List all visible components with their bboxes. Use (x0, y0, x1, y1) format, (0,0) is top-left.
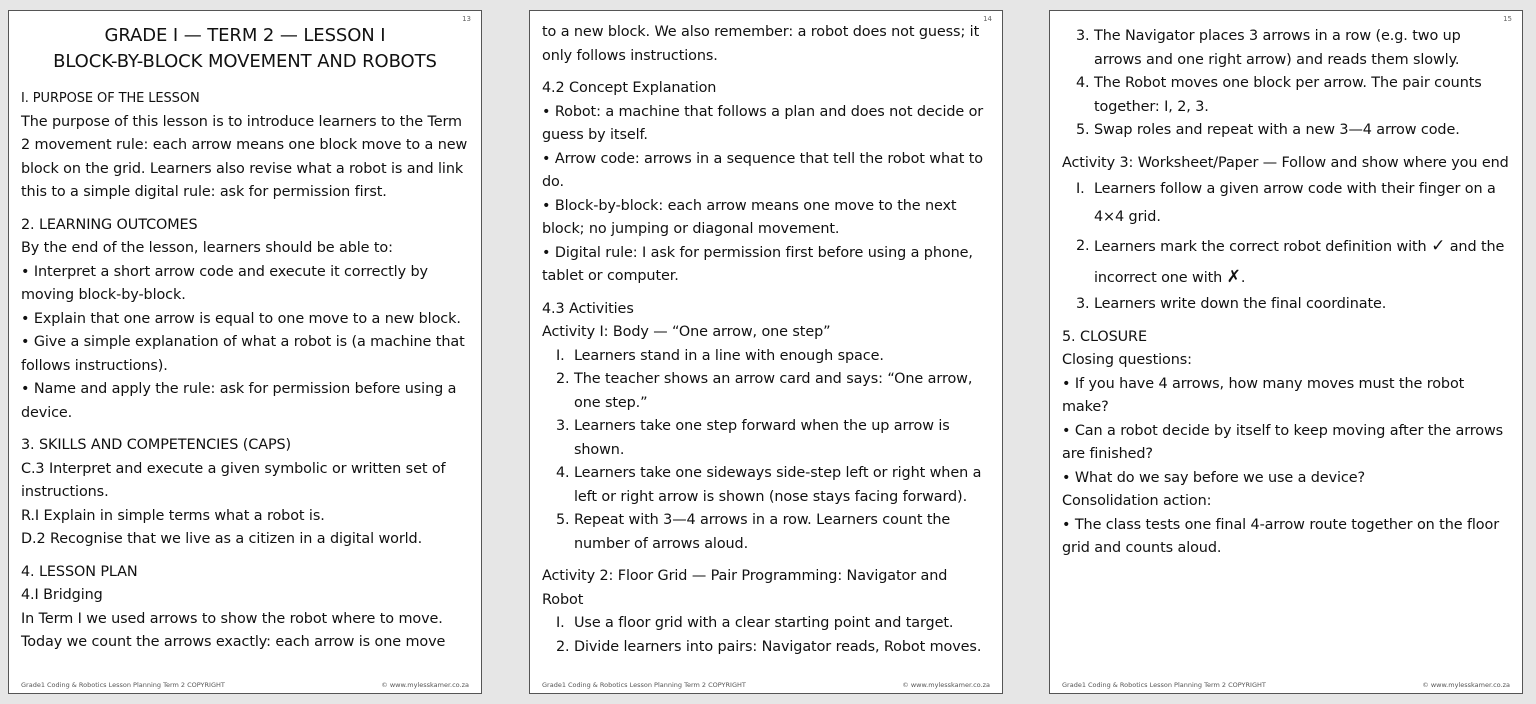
page-1 (8, 10, 482, 694)
activity-1-heading: Activity I: Body — “One arrow, one step” (542, 324, 831, 340)
page-footer (21, 681, 469, 689)
bridging-continued: to a new block. We also remember: a robot does not guess; it only follows instructions. (542, 24, 980, 64)
skill-item: D.2 Recognise that we live as a citizen in a digital world. (21, 531, 423, 547)
consolidation-label: Consolidation action: (1062, 493, 1212, 509)
concept-item: • Digital rule: I ask for permission first before using a phone, tablet or computer. (542, 244, 973, 284)
purpose-paragraph: The purpose of this lesson is to introduce learners to the Term 2 movement rule: each arrow means one block move to a new block on the grid. Learners also revise what a robot is and link this to a simple digital rule: ask for permission first. (21, 113, 468, 200)
footer-website: © www.mylesskamer.co.za (902, 681, 990, 689)
outcome-item: • Name and apply the rule: ask for permission before using a device. (21, 381, 457, 421)
page-content (542, 21, 990, 675)
bridging-paragraph: In Term I we used arrows to show the robot where to move. Today we count the arrows exactly: each arrow is one move (21, 610, 446, 650)
lesson-title-block (21, 23, 469, 75)
section-heading-outcomes: 2. LEARNING OUTCOMES (21, 216, 198, 233)
subheading-bridging: 4.I Bridging (21, 587, 103, 603)
skill-item: R.I Explain in simple terms what a robot is. (21, 507, 325, 524)
list-item: I. Use a floor grid with a clear starting point and target. (556, 615, 954, 631)
lesson-title-line-2: BLOCK-BY-BLOCK MOVEMENT AND ROBOTS (53, 51, 437, 72)
footer-website: © www.mylesskamer.co.za (1422, 681, 1510, 689)
check-mark-icon: ✓ (1431, 236, 1446, 256)
page-number: 15 (1503, 15, 1512, 23)
list-item: 3. Learners take one step forward when the up arrow is shown. (556, 418, 950, 458)
outcome-item: • Explain that one arrow is equal to one move to a new block. (21, 310, 461, 327)
subheading-activities: 4.3 Activities (542, 300, 634, 317)
footer-website: © www.mylesskamer.co.za (381, 681, 469, 689)
list-item: I. Learners follow a given arrow code with their finger on a 4×4 grid. (1076, 181, 1496, 225)
lesson-title-line-1: GRADE I — TERM 2 — LESSON I (104, 25, 386, 46)
list-item: 3. Learners write down the final coordinate. (1076, 296, 1387, 312)
footer-copyright: Grade1 Coding & Robotics Lesson Planning Term 2 COPYRIGHT (21, 681, 225, 689)
section-heading-lesson-plan: 4. LESSON PLAN (21, 563, 138, 580)
activity-2-heading: Activity 2: Floor Grid — Pair Programming: Navigator and Robot (542, 568, 948, 608)
skill-item: C.3 Interpret and execute a given symbolic or written set of instructions. (21, 460, 446, 500)
activity-1-steps (542, 345, 990, 557)
concept-item: • Robot: a machine that follows a plan and does not decide or guess by itself. (542, 103, 984, 143)
list-item: I. Learners stand in a line with enough space. (556, 347, 884, 364)
list-item: 5. Swap roles and repeat with a new 3—4 arrow code. (1076, 122, 1460, 138)
list-item: 3. The Navigator places 3 arrows in a row (e.g. two up arrows and one right arrow) and reads them slowly. (1076, 28, 1461, 68)
page-footer (542, 681, 990, 689)
footer-copyright: Grade1 Coding & Robotics Lesson Planning Term 2 COPYRIGHT (542, 681, 746, 689)
page-footer (1062, 681, 1510, 689)
page-2 (529, 10, 1003, 694)
list-item: 4. The Robot moves one block per arrow. The pair counts together: I, 2, 3. (1076, 75, 1482, 115)
outcome-item: • Interpret a short arrow code and execute it correctly by moving block-by-block. (21, 263, 428, 303)
page-content (1062, 25, 1510, 675)
consolidation-item: • The class tests one final 4-arrow route together on the floor grid and counts aloud. (1062, 516, 1500, 556)
concept-item: • Arrow code: arrows in a sequence that tell the robot what to do. (542, 150, 983, 190)
section-heading-purpose: I. PURPOSE OF THE LESSON (21, 91, 200, 106)
section-heading-closure: 5. CLOSURE (1062, 328, 1147, 345)
closure-question: • If you have 4 arrows, how many moves must the robot make? (1062, 375, 1465, 415)
subheading-concept: 4.2 Concept Explanation (542, 80, 717, 96)
list-item: 2. Learners mark the correct robot definition with ✓ and the incorrect one with ✗. (1076, 236, 1505, 287)
outcome-item: • Give a simple explanation of what a robot is (a machine that follows instructions). (21, 334, 465, 374)
list-item: 4. Learners take one sideways side-step left or right when a left or right arrow is shown (nose stays facing forward). (556, 465, 982, 505)
page-number: 13 (462, 15, 471, 23)
concept-item: • Block-by-block: each arrow means one move to the next block; no jumping or diagonal movement. (542, 197, 957, 237)
outcomes-intro: By the end of the lesson, learners should be able to: (21, 240, 393, 256)
closure-question: • What do we say before we use a device? (1062, 469, 1365, 486)
page-number: 14 (983, 15, 992, 23)
closure-question: • Can a robot decide by itself to keep moving after the arrows are finished? (1062, 422, 1504, 462)
page-content (21, 23, 469, 675)
cross-mark-icon: ✗ (1226, 267, 1241, 287)
closure-intro: Closing questions: (1062, 352, 1192, 368)
list-item: 2. The teacher shows an arrow card and says: “One arrow, one step.” (556, 371, 973, 411)
list-item: 5. Repeat with 3—4 arrows in a row. Learners count the number of arrows aloud. (556, 512, 951, 552)
activity-2-steps (542, 612, 990, 659)
activity-3-steps (1062, 175, 1510, 317)
footer-copyright: Grade1 Coding & Robotics Lesson Planning Term 2 COPYRIGHT (1062, 681, 1266, 689)
section-heading-skills: 3. SKILLS AND COMPETENCIES (CAPS) (21, 437, 292, 453)
page-3 (1049, 10, 1523, 694)
activity-2-steps-continued (1062, 25, 1510, 143)
list-item: 2. Divide learners into pairs: Navigator reads, Robot moves. (556, 638, 982, 655)
activity-3-heading: Activity 3: Worksheet/Paper — Follow and show where you end (1062, 154, 1509, 171)
